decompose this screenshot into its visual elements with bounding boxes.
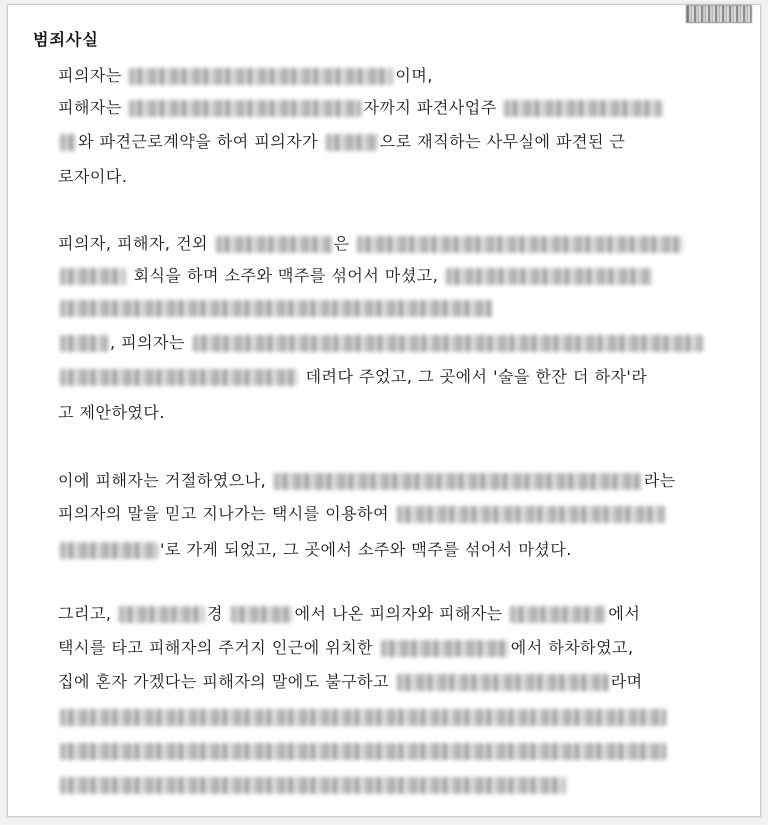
redaction: [60, 268, 126, 285]
text-line: 와 파견근로계약을 하여 피의자가 으로 재직하는 사무실에 파견된 근: [58, 127, 625, 157]
text-line: 데려다 주었고, 그 곳에서 '술을 한잔 더 하자'라: [58, 362, 647, 392]
redaction: [504, 100, 662, 117]
text-line: 로자이다.: [58, 167, 128, 186]
text-line: [58, 770, 568, 800]
redaction: [357, 236, 683, 253]
text-line: 집에 혼자 가겠다는 피해자의 말에도 불구하고 라며: [58, 672, 643, 691]
redaction: [397, 674, 609, 691]
text-line: , 피의자는: [58, 328, 705, 358]
redaction: [129, 68, 393, 85]
text-line: 회식을 하며 소주와 맥주를 섞어서 마셨고,: [58, 261, 654, 291]
text-line: '로 가게 되었고, 그 곳에서 소주와 맥주를 섞어서 마셨다.: [58, 535, 572, 565]
document-page: [7, 4, 761, 817]
redaction: [119, 606, 205, 623]
redaction: [274, 473, 642, 490]
redaction: [397, 506, 665, 523]
redaction: [381, 640, 509, 657]
text-line: [58, 702, 668, 732]
text-line: [58, 736, 668, 766]
redaction: [60, 369, 298, 386]
redaction: [60, 743, 666, 760]
text-line: [58, 293, 494, 323]
redaction: [193, 335, 703, 352]
redaction: [60, 777, 566, 794]
redaction: [510, 606, 606, 623]
redaction: [60, 134, 76, 151]
redaction: [60, 542, 158, 559]
redaction: [60, 709, 666, 726]
redacted-stamp: [686, 5, 752, 23]
text-line: 피해자는 자까지 파견사업주: [58, 93, 664, 123]
text-line: 피의자는 이며,: [58, 66, 433, 85]
redaction: [60, 335, 108, 352]
text-line: 택시를 타고 피해자의 주거지 인근에 위치한 에서 하차하였고,: [58, 638, 634, 657]
redaction: [446, 268, 652, 285]
redaction: [129, 100, 361, 117]
redaction: [60, 300, 492, 317]
redaction: [216, 236, 332, 253]
text-line: 이에 피해자는 거절하였으나, 라는: [58, 471, 676, 490]
section-title: 범죄사실: [33, 30, 99, 49]
text-line: 피의자의 말을 믿고 지나가는 택시를 이용하여: [58, 499, 667, 529]
text-line: 고 제안하였다.: [58, 403, 165, 422]
redaction: [231, 606, 293, 623]
redaction: [326, 134, 378, 151]
text-line: 피의자, 피해자, 건외 은: [58, 229, 685, 259]
text-line: 그리고, 경 에서 나온 피의자와 피해자는 에서: [58, 604, 641, 623]
